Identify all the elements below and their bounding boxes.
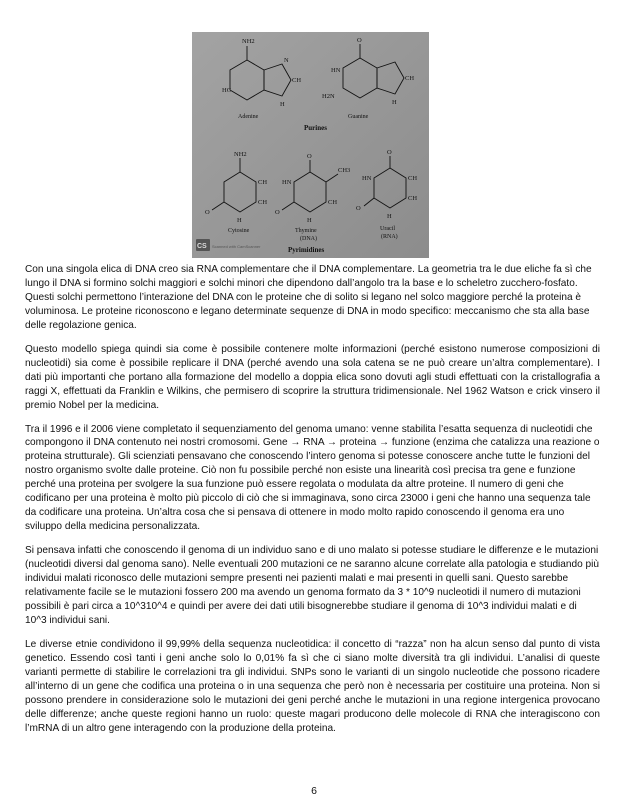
guanine-label: Guanine	[348, 114, 369, 120]
paragraph-2: Questo modello spiega quindi sia come è possibile contenere molte informazioni (perché esistono numerose composizioni di nucleotidi) sia come è possibile replicare il DNA (perché avendo una sola catena se ne può creare un’altra complementare). I dati più importanti che portano alla formazione del modello a doppia elica sono dovuti agli studi effettuati con la cristallografia a raggi X, effettuati da Franklin e Wilkins, che permisero di scoprire la struttura tridimensionale. Nel 1962 Watson e crick vinsero il premio Nobel per la medicina.	[25, 343, 600, 411]
cytosine-label: Cytosine	[228, 228, 250, 234]
nucleobases-diagram	[192, 32, 429, 258]
guanine-h-label: H	[392, 99, 397, 106]
thymine-ch3-label: CH3	[338, 167, 351, 174]
purines-caption: Purines	[304, 124, 327, 132]
uracil-label: Uracil	[380, 226, 395, 232]
nucleobases-figure	[192, 32, 429, 258]
adenine-nh2-label: NH2	[242, 38, 255, 45]
uracil-note: (RNA)	[381, 234, 398, 240]
camscanner-text: Scanned with CamScanner	[212, 244, 261, 249]
guanine-hn-label: HN	[331, 67, 341, 74]
adenine-label: Adenine	[238, 114, 259, 120]
adenine-ch-label: CH	[292, 77, 302, 84]
thymine-hn-label: HN	[282, 179, 292, 186]
thymine-label: Thymine	[295, 228, 317, 234]
uracil-ch-label-2: CH	[408, 195, 418, 202]
adenine-hc-label: HC	[222, 87, 232, 94]
cytosine-h-label: H	[237, 217, 242, 224]
guanine-o-label: O	[357, 37, 362, 44]
body-text	[25, 263, 600, 746]
cytosine-ch-label-2: CH	[258, 199, 268, 206]
uracil-o-label-1: O	[387, 149, 392, 156]
paragraph-5: Le diverse etnie condividono il 99,99% della sequenza nucleotidica: il concetto di “razza” non ha alcun senso dal punto di vista genetico. Essendo così tanti i geni anche solo lo 0,01% fa sì che ci siano molte diversità tra gli individui. L’analisi di queste varianti permette di stabilire le correlazioni tra gli individui. SNPs sono le varianti di un singolo nucleotide che possono ricadere all’interno di un gene che codifica una proteina o in una sequenza che però non è necessaria per costituire una proteina. Non si possono prendere in considerazione solo le mutazioni dei geni perché anche le mutazioni in una regione intergenica provocano delle differenze; anche queste regioni hanno un ruolo: queste magari producono delle molecole di RNA che interagiscono con l’mRNA di un altro gene interagendo con la produzione della proteina.	[25, 638, 600, 734]
cytosine-nh2-label: NH2	[234, 151, 247, 158]
guanine-h2n-label: H2N	[322, 93, 335, 100]
adenine-h-label: H	[280, 101, 285, 108]
paragraph-1: Con una singola elica di DNA creo sia RNA complementare che il DNA complementare. La geometria tra le due eliche fa sì che lungo il DNA si formino solchi maggiori e solchi minori che dipendono dall’angolo tra la base e lo scheletro zucchero-fosfato. Questi solchi permettono l’interazione del DNA con le proteine che di solito si legano nel solco maggiore perché la proteina è voluminosa. Le proteine riconoscono e legano determinate sequenze di DNA in modo specifico: meccanismo che sta alla base delle regolazione genica.	[25, 264, 592, 331]
paragraph-3: Tra il 1996 e il 2006 viene completato il sequenziamento del genoma umano: venne stabilita l’esatta sequenza di nucleotidi che compongono il DNA contenuto nei nostri cromosomi. Gene → RNA → proteina → funzione (enzima che catalizza una reazione o proteina strutturale). Gli scienziati pensavano che conoscendo l’intero genoma si potesse conoscere anche tutte le funzioni del nostro organismo svolte dalle proteine. Ciò non fu possibile perché non esiste una linearità così precisa tra gene e funzione perché una proteina per svolgere la sua funzione può essere regolata o modulata da altre proteine. Il numero di geni che codificano per una proteina è molto più piccolo di ciò che si immaginava, sono circa 23000 i geni che hanno una sequenza tale da codificare una proteina. Un’altra cosa che si pensava di ottenere in modo molto rapido conoscendo il genoma era uno sviluppo della medicina personalizzata.	[25, 423, 600, 533]
camscanner-logo: CS	[197, 243, 207, 250]
uracil-hn-label: HN	[362, 175, 372, 182]
guanine-ch-label: CH	[405, 75, 415, 82]
thymine-o-label-1: O	[307, 153, 312, 160]
paragraph-4: Si pensava infatti che conoscendo il genoma di un individuo sano e di uno malato si potesse studiare le differenze e le mutazioni (nucleotidi diversi dal genoma sano). Nelle eventuali 200 mutazioni ce ne saranno alcune correlate alla patologia e studiando più individui malati riconosco delle mutazioni sempre presenti nei pazienti malati e mai presenti in quelli sani. Questo sarebbe relativamente facile se le mutazioni fossero 200 ma avendo un genoma formato da 3 * 10^9 nucleotidi il numero di mutazioni possibili è pari circa a 10^310^4 e quindi per avere dei dati utili bisognerebbe studiare il genoma di 10^3 individui malati e di 10^3 individui sani.	[25, 545, 600, 626]
uracil-ch-label-1: CH	[408, 175, 418, 182]
thymine-ch-label: CH	[328, 199, 338, 206]
uracil-h-label: H	[387, 213, 392, 220]
pyrimidines-caption: Pyrimidines	[288, 246, 325, 254]
cytosine-o-label: O	[205, 209, 210, 216]
cytosine-ch-label-1: CH	[258, 179, 268, 186]
thymine-note: (DNA)	[300, 236, 317, 242]
page-number: 6	[311, 785, 317, 797]
adenine-n-label: N	[284, 57, 289, 64]
thymine-o-label-2: O	[275, 209, 280, 216]
thymine-h-label: H	[307, 217, 312, 224]
uracil-o-label-2: O	[356, 205, 361, 212]
